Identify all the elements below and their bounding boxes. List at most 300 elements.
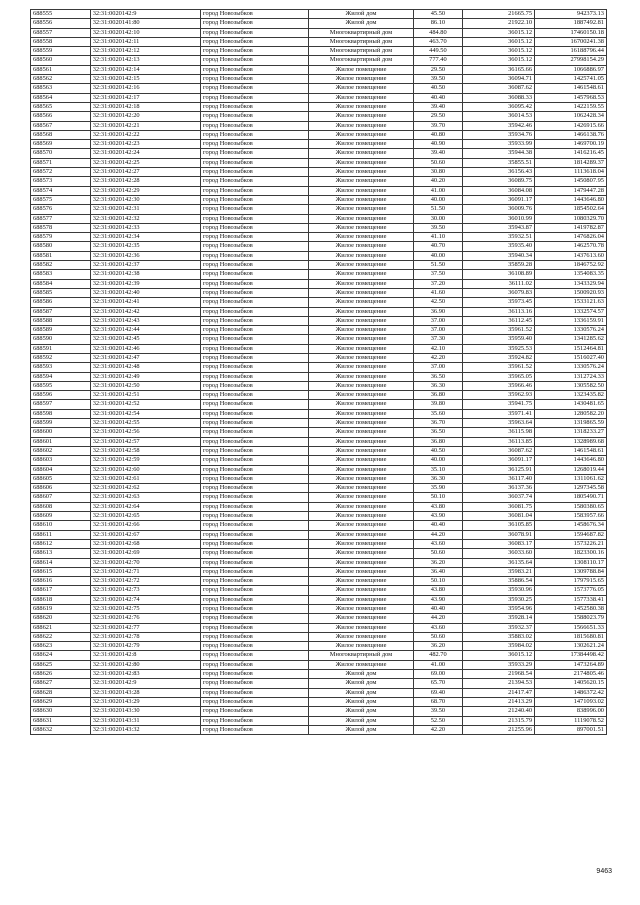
cell-cadastral-number: 32:31:0020142:72 (90, 577, 200, 586)
table-row (31, 75, 607, 84)
cell-cadastral-value: 1443646.80 (535, 195, 607, 204)
cell-cadastral-value: 1479447.28 (535, 186, 607, 195)
cell-object-type: Жилое помещение (309, 214, 413, 223)
cell-cadastral-number: 32:31:0020142:41 (90, 298, 200, 307)
cell-unit-cost: 35941.75 (463, 400, 535, 409)
cell-address: город Новозыбков (201, 437, 309, 446)
cell-cadastral-value: 1419782.87 (535, 223, 607, 232)
cell-unit-cost: 36105.85 (463, 521, 535, 530)
cell-cadastral-number: 32:31:0020142:56 (90, 428, 200, 437)
cell-area: 482.70 (413, 651, 463, 660)
cell-address: город Новозыбков (201, 381, 309, 390)
cell-object-type: Жилое помещение (309, 381, 413, 390)
cell-address: город Новозыбков (201, 539, 309, 548)
cell-record-id: 688610 (31, 521, 91, 530)
cell-unit-cost: 36081.04 (463, 512, 535, 521)
cell-area: 43.80 (413, 502, 463, 511)
cell-record-id: 688608 (31, 502, 91, 511)
cell-area: 36.20 (413, 642, 463, 651)
cell-address: город Новозыбков (201, 725, 309, 734)
cell-cadastral-number: 32:31:0020142:60 (90, 465, 200, 474)
table-row (31, 428, 607, 437)
cell-area: 36.70 (413, 419, 463, 428)
cell-record-id: 688561 (31, 65, 91, 74)
cell-record-id: 688578 (31, 223, 91, 232)
table-row (31, 344, 607, 353)
cell-address: город Новозыбков (201, 279, 309, 288)
cell-cadastral-number: 32:31:0020142:15 (90, 75, 200, 84)
cell-cadastral-value: 1814289.37 (535, 158, 607, 167)
cell-address: город Новозыбков (201, 605, 309, 614)
cell-cadastral-value: 1422159.55 (535, 102, 607, 111)
cell-cadastral-number: 32:31:0020142:79 (90, 642, 200, 651)
cell-unit-cost: 36117.40 (463, 474, 535, 483)
cell-record-id: 688625 (31, 660, 91, 669)
table-row (31, 651, 607, 660)
cell-area: 40.40 (413, 93, 463, 102)
cell-area: 41.60 (413, 288, 463, 297)
table-row (31, 474, 607, 483)
cell-unit-cost: 36009.76 (463, 205, 535, 214)
cell-cadastral-value: 1580380.65 (535, 502, 607, 511)
cell-address: город Новозыбков (201, 10, 309, 19)
cell-unit-cost: 36125.91 (463, 465, 535, 474)
cell-unit-cost: 35932.51 (463, 233, 535, 242)
cell-object-type: Жилой дом (309, 725, 413, 734)
cell-area: 44.20 (413, 530, 463, 539)
cell-cadastral-number: 32:31:0020142:65 (90, 512, 200, 521)
cell-area: 37.00 (413, 316, 463, 325)
cell-cadastral-value: 1583957.66 (535, 512, 607, 521)
cell-cadastral-number: 32:31:0020143:31 (90, 716, 200, 725)
cell-address: город Новозыбков (201, 168, 309, 177)
cell-cadastral-value: 1797915.65 (535, 577, 607, 586)
cell-record-id: 688623 (31, 642, 91, 651)
cell-unit-cost: 35925.53 (463, 344, 535, 353)
cell-cadastral-number: 32:31:0020142:78 (90, 632, 200, 641)
cell-object-type: Жилой дом (309, 10, 413, 19)
cell-unit-cost: 36113.16 (463, 307, 535, 316)
cell-cadastral-value: 1062428.34 (535, 112, 607, 121)
cell-object-type: Жилой дом (309, 679, 413, 688)
table-row (31, 605, 607, 614)
cell-address: город Новозыбков (201, 270, 309, 279)
cell-object-type: Жилое помещение (309, 353, 413, 362)
cell-object-type: Жилой дом (309, 670, 413, 679)
cell-cadastral-value: 1462570.78 (535, 242, 607, 251)
cell-cadastral-value: 1512464.81 (535, 344, 607, 353)
cell-cadastral-number: 32:31:0020142:21 (90, 121, 200, 130)
cell-record-id: 688628 (31, 688, 91, 697)
cell-area: 42.20 (413, 725, 463, 734)
cell-record-id: 688574 (31, 186, 91, 195)
cell-object-type: Многоквартирный дом (309, 37, 413, 46)
cell-area: 39.70 (413, 121, 463, 130)
cell-object-type: Жилое помещение (309, 623, 413, 632)
cell-cadastral-number: 32:31:0020142:80 (90, 660, 200, 669)
cell-cadastral-number: 32:31:0020143:32 (90, 725, 200, 734)
cell-object-type: Жилой дом (309, 688, 413, 697)
cell-cadastral-value: 1330576.24 (535, 363, 607, 372)
cell-record-id: 688614 (31, 558, 91, 567)
cell-record-id: 688589 (31, 326, 91, 335)
cell-object-type: Жилое помещение (309, 130, 413, 139)
cell-cadastral-value: 1268019.44 (535, 465, 607, 474)
cell-area: 50.60 (413, 632, 463, 641)
cell-cadastral-value: 1471093.02 (535, 697, 607, 706)
page-number: 9463 (596, 868, 612, 875)
cell-object-type: Жилое помещение (309, 195, 413, 204)
cell-cadastral-value: 16700241.38 (535, 37, 607, 46)
cell-cadastral-value: 1466138.76 (535, 130, 607, 139)
cell-unit-cost: 36115.98 (463, 428, 535, 437)
cell-area: 40.80 (413, 130, 463, 139)
cell-area: 51.50 (413, 205, 463, 214)
cell-cadastral-value: 1573226.21 (535, 539, 607, 548)
cell-unit-cost: 35962.93 (463, 391, 535, 400)
cell-object-type: Жилое помещение (309, 158, 413, 167)
cell-unit-cost: 36015.12 (463, 47, 535, 56)
cell-address: город Новозыбков (201, 697, 309, 706)
cell-record-id: 688570 (31, 149, 91, 158)
cell-address: город Новозыбков (201, 102, 309, 111)
cell-area: 39.80 (413, 400, 463, 409)
cell-record-id: 688581 (31, 251, 91, 260)
cell-record-id: 688580 (31, 242, 91, 251)
table-row (31, 484, 607, 493)
cell-unit-cost: 36135.64 (463, 558, 535, 567)
cell-address: город Новозыбков (201, 484, 309, 493)
cell-cadastral-value: 1343329.94 (535, 279, 607, 288)
table-row (31, 372, 607, 381)
cell-cadastral-number: 32:31:0020142:16 (90, 84, 200, 93)
cell-cadastral-number: 32:31:0020142:9 (90, 679, 200, 688)
cell-object-type: Жилое помещение (309, 270, 413, 279)
table-row (31, 502, 607, 511)
cell-cadastral-number: 32:31:0020142:45 (90, 335, 200, 344)
cell-record-id: 688601 (31, 437, 91, 446)
cell-area: 36.20 (413, 558, 463, 567)
table-row (31, 716, 607, 725)
cell-address: город Новозыбков (201, 474, 309, 483)
cell-address: город Новозыбков (201, 316, 309, 325)
table-row (31, 270, 607, 279)
cell-object-type: Жилое помещение (309, 530, 413, 539)
cell-unit-cost: 35933.29 (463, 660, 535, 669)
cell-area: 50.60 (413, 158, 463, 167)
cell-address: город Новозыбков (201, 707, 309, 716)
cell-address: город Новозыбков (201, 307, 309, 316)
cell-cadastral-number: 32:31:0020142:40 (90, 288, 200, 297)
table-row (31, 288, 607, 297)
cell-object-type: Жилое помещение (309, 335, 413, 344)
cell-area: 449.50 (413, 47, 463, 56)
cell-object-type: Жилое помещение (309, 586, 413, 595)
cell-cadastral-value: 1341285.62 (535, 335, 607, 344)
cell-address: город Новозыбков (201, 288, 309, 297)
cell-cadastral-value: 1066886.97 (535, 65, 607, 74)
cell-object-type: Жилое помещение (309, 75, 413, 84)
cell-unit-cost: 36111.02 (463, 279, 535, 288)
table-row (31, 567, 607, 576)
cell-record-id: 688565 (31, 102, 91, 111)
cell-address: город Новозыбков (201, 130, 309, 139)
cell-area: 36.80 (413, 437, 463, 446)
cell-address: город Новозыбков (201, 112, 309, 121)
cell-cadastral-value: 1330576.24 (535, 326, 607, 335)
table-row (31, 595, 607, 604)
cell-cadastral-number: 32:31:0020142:25 (90, 158, 200, 167)
cell-area: 37.00 (413, 363, 463, 372)
cell-object-type: Жилое помещение (309, 279, 413, 288)
table-row (31, 409, 607, 418)
cell-area: 69.00 (413, 670, 463, 679)
cell-object-type: Жилой дом (309, 19, 413, 28)
cell-address: город Новозыбков (201, 121, 309, 130)
cell-object-type: Жилое помещение (309, 233, 413, 242)
cell-object-type: Жилое помещение (309, 474, 413, 483)
cell-unit-cost: 36015.12 (463, 651, 535, 660)
table-row (31, 298, 607, 307)
cell-cadastral-number: 32:31:0020142:13 (90, 56, 200, 65)
cell-record-id: 688613 (31, 549, 91, 558)
cell-area: 35.90 (413, 484, 463, 493)
cell-cadastral-value: 1425741.05 (535, 75, 607, 84)
cell-record-id: 688566 (31, 112, 91, 121)
cell-cadastral-value: 1332574.57 (535, 307, 607, 316)
cell-record-id: 688597 (31, 400, 91, 409)
cell-object-type: Жилое помещение (309, 437, 413, 446)
cell-area: 40.50 (413, 446, 463, 455)
cell-address: город Новозыбков (201, 502, 309, 511)
registry-table (30, 9, 607, 735)
cell-address: город Новозыбков (201, 37, 309, 46)
cell-unit-cost: 21240.40 (463, 707, 535, 716)
cell-area: 30.80 (413, 168, 463, 177)
table-row (31, 400, 607, 409)
cell-cadastral-value: 1805490.71 (535, 493, 607, 502)
cell-cadastral-value: 1461548.61 (535, 446, 607, 455)
cell-unit-cost: 35930.25 (463, 595, 535, 604)
cell-cadastral-value: 1577338.41 (535, 595, 607, 604)
cell-area: 86.10 (413, 19, 463, 28)
cell-cadastral-number: 32:31:0020142:50 (90, 381, 200, 390)
cell-address: город Новозыбков (201, 140, 309, 149)
cell-object-type: Жилое помещение (309, 419, 413, 428)
cell-cadastral-number: 32:31:0020142:14 (90, 65, 200, 74)
cell-unit-cost: 35971.41 (463, 409, 535, 418)
cell-record-id: 688562 (31, 75, 91, 84)
cell-address: город Новозыбков (201, 28, 309, 37)
cell-cadastral-value: 1430481.65 (535, 400, 607, 409)
cell-address: город Новозыбков (201, 242, 309, 251)
cell-unit-cost: 36079.83 (463, 288, 535, 297)
cell-record-id: 688619 (31, 605, 91, 614)
cell-object-type: Жилое помещение (309, 391, 413, 400)
table-row (31, 158, 607, 167)
cell-unit-cost: 36081.75 (463, 502, 535, 511)
cell-address: город Новозыбков (201, 75, 309, 84)
cell-record-id: 688607 (31, 493, 91, 502)
table-row (31, 279, 607, 288)
cell-area: 40.90 (413, 140, 463, 149)
cell-record-id: 688560 (31, 56, 91, 65)
cell-object-type: Жилое помещение (309, 261, 413, 270)
cell-object-type: Жилое помещение (309, 577, 413, 586)
cell-address: город Новозыбков (201, 521, 309, 530)
cell-address: город Новозыбков (201, 47, 309, 56)
cell-cadastral-value: 1416216.45 (535, 149, 607, 158)
cell-unit-cost: 35963.64 (463, 419, 535, 428)
cell-cadastral-number: 32:31:0020142:17 (90, 93, 200, 102)
cell-unit-cost: 36091.17 (463, 456, 535, 465)
cell-address: город Новозыбков (201, 251, 309, 260)
cell-area: 37.00 (413, 326, 463, 335)
cell-area: 463.70 (413, 37, 463, 46)
cell-area: 37.30 (413, 335, 463, 344)
cell-cadastral-number: 32:31:0020142:54 (90, 409, 200, 418)
cell-record-id: 688595 (31, 381, 91, 390)
cell-object-type: Жилое помещение (309, 605, 413, 614)
table-row (31, 353, 607, 362)
cell-cadastral-value: 1437613.60 (535, 251, 607, 260)
cell-unit-cost: 35933.99 (463, 140, 535, 149)
cell-cadastral-number: 32:31:0020142:48 (90, 363, 200, 372)
cell-area: 40.00 (413, 251, 463, 260)
cell-address: город Новозыбков (201, 205, 309, 214)
cell-record-id: 688626 (31, 670, 91, 679)
table-row (31, 381, 607, 390)
cell-address: город Новозыбков (201, 84, 309, 93)
cell-area: 52.50 (413, 716, 463, 725)
cell-object-type: Жилое помещение (309, 428, 413, 437)
cell-area: 39.40 (413, 102, 463, 111)
cell-cadastral-value: 1452580.38 (535, 605, 607, 614)
cell-cadastral-number: 32:31:0020143:29 (90, 697, 200, 706)
cell-record-id: 688596 (31, 391, 91, 400)
cell-object-type: Жилое помещение (309, 446, 413, 455)
cell-cadastral-number: 32:31:0020142:8 (90, 651, 200, 660)
cell-object-type: Жилой дом (309, 697, 413, 706)
table-row (31, 512, 607, 521)
cell-object-type: Жилое помещение (309, 168, 413, 177)
cell-area: 39.50 (413, 223, 463, 232)
cell-cadastral-value: 17460150.18 (535, 28, 607, 37)
cell-object-type: Жилое помещение (309, 642, 413, 651)
cell-cadastral-number: 32:31:0020142:61 (90, 474, 200, 483)
table-row (31, 446, 607, 455)
cell-object-type: Многоквартирный дом (309, 651, 413, 660)
cell-unit-cost: 35940.34 (463, 251, 535, 260)
cell-area: 42.50 (413, 298, 463, 307)
cell-record-id: 688588 (31, 316, 91, 325)
cell-cadastral-number: 32:31:0020142:28 (90, 177, 200, 186)
cell-address: город Новозыбков (201, 577, 309, 586)
cell-cadastral-number: 32:31:0020142:59 (90, 456, 200, 465)
cell-address: город Новозыбков (201, 688, 309, 697)
cell-cadastral-value: 1854502.64 (535, 205, 607, 214)
cell-record-id: 688602 (31, 446, 91, 455)
cell-area: 41.10 (413, 233, 463, 242)
cell-address: город Новозыбков (201, 456, 309, 465)
cell-area: 41.00 (413, 186, 463, 195)
table-row (31, 335, 607, 344)
cell-cadastral-number: 32:31:0020142:30 (90, 195, 200, 204)
cell-cadastral-number: 32:31:0020142:55 (90, 419, 200, 428)
cell-record-id: 688572 (31, 168, 91, 177)
table-row (31, 707, 607, 716)
cell-address: город Новозыбков (201, 493, 309, 502)
table-row (31, 186, 607, 195)
table-row (31, 660, 607, 669)
cell-record-id: 688579 (31, 233, 91, 242)
cell-unit-cost: 21922.10 (463, 19, 535, 28)
cell-address: город Новозыбков (201, 716, 309, 725)
cell-object-type: Жилое помещение (309, 112, 413, 121)
cell-address: город Новозыбков (201, 326, 309, 335)
cell-record-id: 688609 (31, 512, 91, 521)
cell-cadastral-value: 897001.51 (535, 725, 607, 734)
cell-unit-cost: 36014.53 (463, 112, 535, 121)
cell-unit-cost: 35965.05 (463, 372, 535, 381)
cell-cadastral-number: 32:31:0020142:44 (90, 326, 200, 335)
cell-area: 40.70 (413, 242, 463, 251)
cell-cadastral-value: 1815680.81 (535, 632, 607, 641)
cell-unit-cost: 36089.75 (463, 177, 535, 186)
cell-cadastral-value: 1450807.95 (535, 177, 607, 186)
cell-unit-cost: 35959.40 (463, 335, 535, 344)
cell-cadastral-value: 1113618.04 (535, 168, 607, 177)
cell-cadastral-number: 32:31:0020142:32 (90, 214, 200, 223)
cell-area: 35.60 (413, 409, 463, 418)
cell-area: 36.90 (413, 307, 463, 316)
cell-area: 43.60 (413, 539, 463, 548)
cell-cadastral-value: 1461548.61 (535, 84, 607, 93)
cell-area: 40.00 (413, 456, 463, 465)
registry-table-container (30, 9, 607, 735)
cell-cadastral-value: 1473264.89 (535, 660, 607, 669)
cell-unit-cost: 35924.82 (463, 353, 535, 362)
table-row (31, 577, 607, 586)
cell-address: город Новозыбков (201, 177, 309, 186)
cell-area: 43.90 (413, 595, 463, 604)
cell-record-id: 688557 (31, 28, 91, 37)
cell-record-id: 688571 (31, 158, 91, 167)
cell-address: город Новозыбков (201, 632, 309, 641)
cell-cadastral-value: 1323435.82 (535, 391, 607, 400)
cell-cadastral-number: 32:31:0020142:77 (90, 623, 200, 632)
cell-object-type: Жилое помещение (309, 140, 413, 149)
cell-area: 40.50 (413, 84, 463, 93)
cell-address: город Новозыбков (201, 372, 309, 381)
cell-object-type: Жилое помещение (309, 521, 413, 530)
cell-cadastral-number: 32:31:0020142:49 (90, 372, 200, 381)
cell-cadastral-number: 32:31:0020143:30 (90, 707, 200, 716)
cell-area: 777.40 (413, 56, 463, 65)
cell-object-type: Жилое помещение (309, 251, 413, 260)
cell-object-type: Жилое помещение (309, 549, 413, 558)
cell-record-id: 688612 (31, 539, 91, 548)
cell-record-id: 688622 (31, 632, 91, 641)
cell-object-type: Жилое помещение (309, 65, 413, 74)
table-row (31, 307, 607, 316)
cell-unit-cost: 36078.91 (463, 530, 535, 539)
cell-unit-cost: 36087.62 (463, 446, 535, 455)
table-row (31, 697, 607, 706)
cell-address: город Новозыбков (201, 261, 309, 270)
cell-cadastral-number: 32:31:0020142:47 (90, 353, 200, 362)
cell-cadastral-value: 1486372.42 (535, 688, 607, 697)
